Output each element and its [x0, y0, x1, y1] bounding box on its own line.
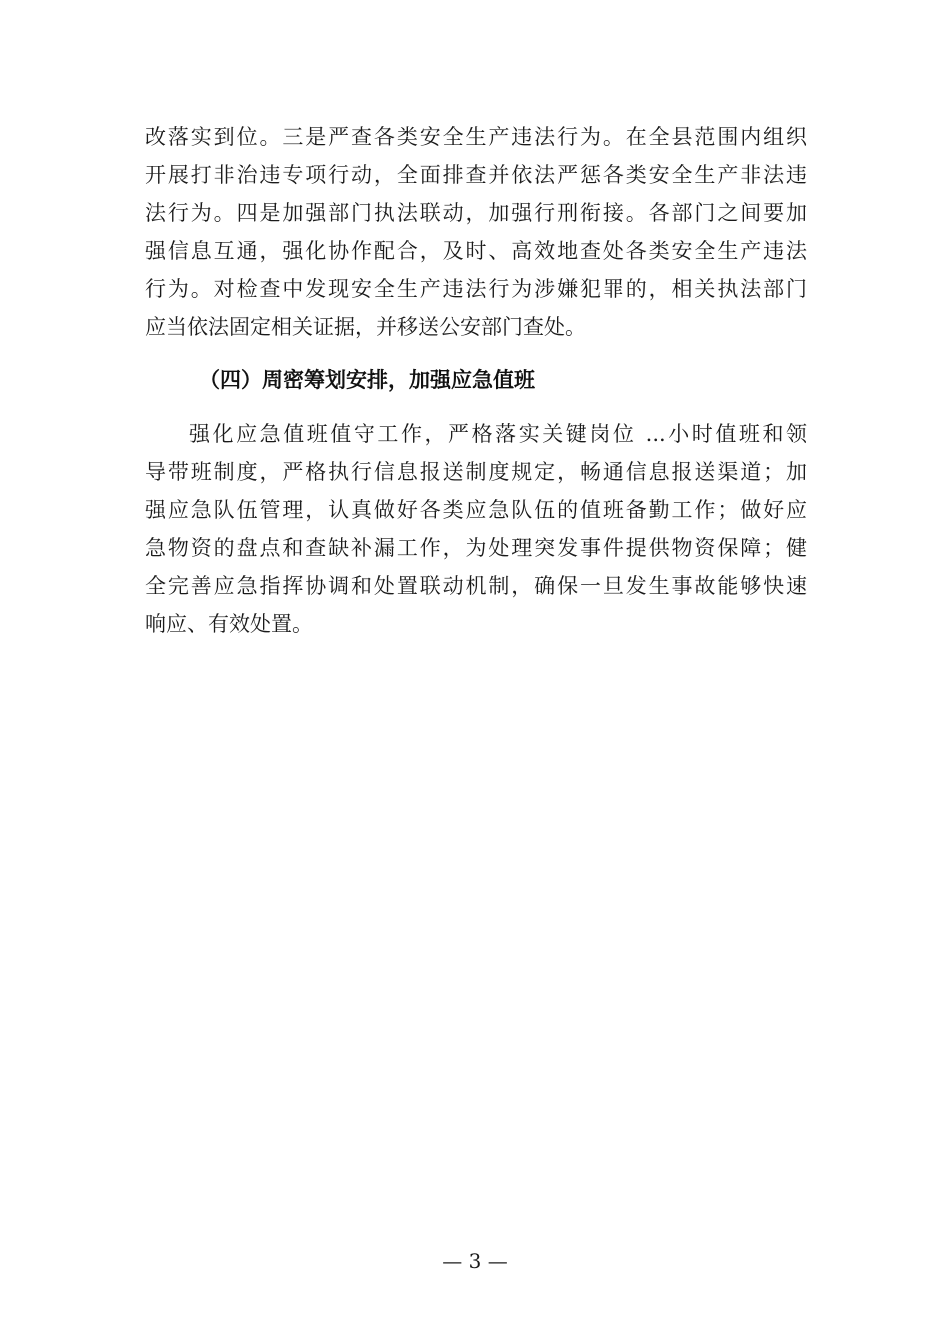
paragraph-emergency-duty — [145, 415, 807, 643]
paragraph-line: 响应、有效处置。 — [145, 612, 313, 636]
paragraph-line: 导带班制度，严格执行信息报送制度规定，畅通信息报送渠道；加 — [145, 460, 807, 484]
paragraph-line: 强应急队伍管理，认真做好各类应急队伍的值班备勤工作；做好应 — [145, 498, 807, 522]
paragraph-line: 应当依法固定相关证据，并移送公安部门查处。 — [145, 315, 586, 339]
paragraph-line: 急物资的盘点和查缺补漏工作，为处理突发事件提供物资保障；健 — [145, 536, 807, 560]
section-heading: （四）周密筹划安排，加强应急值班 — [199, 368, 535, 392]
page-number: — 3 — — [442, 1249, 508, 1273]
paragraph-line: 强信息互通，强化协作配合，及时、高效地查处各类安全生产违法 — [145, 239, 807, 263]
paragraph-line: 改落实到位。三是严查各类安全生产违法行为。在全县范围内组织 — [145, 125, 807, 149]
paragraph-line: 强化应急值班值守工作，严格落实关键岗位 ...小时值班和领 — [189, 422, 807, 446]
paragraph-line: 全完善应急指挥协调和处置联动机制，确保一旦发生事故能够快速 — [145, 574, 807, 598]
paragraph-line: 开展打非治违专项行动，全面排查并依法严惩各类安全生产非法违 — [145, 163, 807, 187]
paragraph-enforcement — [145, 118, 807, 346]
paragraph-line: 行为。对检查中发现安全生产违法行为涉嫌犯罪的，相关执法部门 — [145, 277, 807, 301]
document-body — [145, 118, 807, 643]
paragraph-line: 法行为。四是加强部门执法联动，加强行刑衔接。各部门之间要加 — [145, 201, 807, 225]
